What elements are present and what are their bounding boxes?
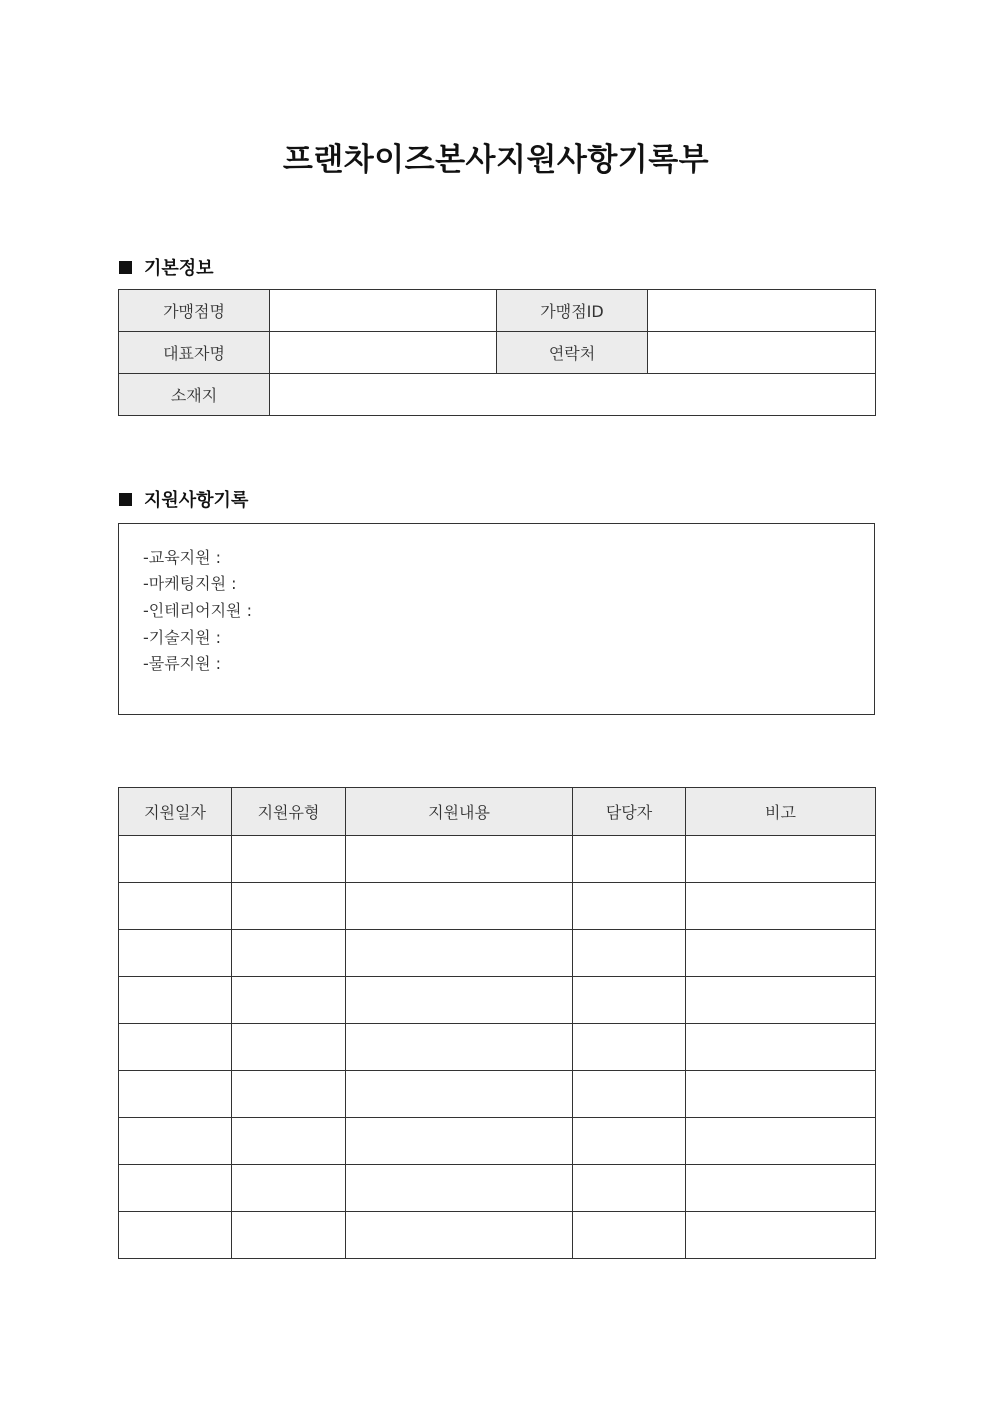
- basic-info-heading-text: 기본정보: [144, 258, 214, 279]
- franchise-name-label: 가맹점명: [119, 290, 270, 332]
- header-remarks: 비고: [686, 788, 876, 836]
- table-row: [119, 374, 876, 416]
- manager-cell[interactable]: [573, 1118, 686, 1165]
- square-bullet-icon: [119, 261, 132, 274]
- support-content-cell[interactable]: [346, 930, 573, 977]
- support-date-cell[interactable]: [119, 1024, 232, 1071]
- table-row: [119, 1165, 876, 1212]
- support-record-heading-text: 지원사항기록: [144, 490, 249, 511]
- support-date-cell[interactable]: [119, 1165, 232, 1212]
- remarks-cell[interactable]: [686, 883, 876, 930]
- franchise-id-field[interactable]: [648, 290, 876, 332]
- remarks-cell[interactable]: [686, 977, 876, 1024]
- logistics-support-line: -물류지원 :: [143, 654, 222, 673]
- manager-cell[interactable]: [573, 930, 686, 977]
- support-date-cell[interactable]: [119, 930, 232, 977]
- manager-cell[interactable]: [573, 1024, 686, 1071]
- table-row: [119, 883, 876, 930]
- record-table-body: [119, 836, 876, 1259]
- remarks-cell[interactable]: [686, 1024, 876, 1071]
- support-date-cell[interactable]: [119, 1071, 232, 1118]
- support-type-cell[interactable]: [232, 1024, 346, 1071]
- support-date-cell[interactable]: [119, 977, 232, 1024]
- table-row: [119, 1024, 876, 1071]
- table-header-row: [119, 788, 876, 836]
- representative-field[interactable]: [270, 332, 497, 374]
- table-row: [119, 290, 876, 332]
- remarks-cell[interactable]: [686, 1212, 876, 1259]
- franchise-id-label: 가맹점ID: [497, 290, 648, 332]
- contact-field[interactable]: [648, 332, 876, 374]
- support-notes-box[interactable]: [118, 523, 875, 715]
- support-record-table: [118, 787, 876, 1259]
- technical-support-line: -기술지원 :: [143, 628, 222, 647]
- education-support-line: -교육지원 :: [143, 548, 222, 567]
- manager-cell[interactable]: [573, 1165, 686, 1212]
- contact-label: 연락처: [497, 332, 648, 374]
- page-title: 프랜차이즈본사지원사항기록부: [282, 142, 710, 178]
- support-content-cell[interactable]: [346, 1024, 573, 1071]
- manager-cell[interactable]: [573, 836, 686, 883]
- representative-label: 대표자명: [119, 332, 270, 374]
- support-type-cell[interactable]: [232, 977, 346, 1024]
- support-content-cell[interactable]: [346, 1165, 573, 1212]
- remarks-cell[interactable]: [686, 930, 876, 977]
- table-row: [119, 1212, 876, 1259]
- table-row: [119, 332, 876, 374]
- basic-info-heading: [119, 254, 214, 280]
- support-content-cell[interactable]: [346, 1071, 573, 1118]
- remarks-cell[interactable]: [686, 1071, 876, 1118]
- support-type-cell[interactable]: [232, 883, 346, 930]
- support-type-cell[interactable]: [232, 1118, 346, 1165]
- header-support-date: 지원일자: [119, 788, 232, 836]
- support-type-cell[interactable]: [232, 1165, 346, 1212]
- support-date-cell[interactable]: [119, 1118, 232, 1165]
- address-field[interactable]: [270, 374, 876, 416]
- table-row: [119, 930, 876, 977]
- header-manager: 담당자: [573, 788, 686, 836]
- marketing-support-line: -마케팅지원 :: [143, 574, 237, 593]
- basic-info-table: [118, 289, 876, 416]
- franchise-name-field[interactable]: [270, 290, 497, 332]
- manager-cell[interactable]: [573, 1071, 686, 1118]
- support-content-cell[interactable]: [346, 1212, 573, 1259]
- table-row: [119, 1071, 876, 1118]
- header-support-content: 지원내용: [346, 788, 573, 836]
- support-type-cell[interactable]: [232, 1071, 346, 1118]
- table-row: [119, 1118, 876, 1165]
- support-content-cell[interactable]: [346, 977, 573, 1024]
- remarks-cell[interactable]: [686, 1165, 876, 1212]
- remarks-cell[interactable]: [686, 836, 876, 883]
- support-content-cell[interactable]: [346, 883, 573, 930]
- support-content-cell[interactable]: [346, 836, 573, 883]
- support-date-cell[interactable]: [119, 836, 232, 883]
- support-content-cell[interactable]: [346, 1118, 573, 1165]
- support-date-cell[interactable]: [119, 883, 232, 930]
- table-row: [119, 836, 876, 883]
- address-label: 소재지: [119, 374, 270, 416]
- support-record-heading: [119, 486, 248, 512]
- manager-cell[interactable]: [573, 1212, 686, 1259]
- manager-cell[interactable]: [573, 977, 686, 1024]
- table-row: [119, 977, 876, 1024]
- remarks-cell[interactable]: [686, 1118, 876, 1165]
- square-bullet-icon: [119, 493, 132, 506]
- support-date-cell[interactable]: [119, 1212, 232, 1259]
- support-type-cell[interactable]: [232, 930, 346, 977]
- manager-cell[interactable]: [573, 883, 686, 930]
- support-type-cell[interactable]: [232, 1212, 346, 1259]
- support-type-cell[interactable]: [232, 836, 346, 883]
- header-support-type: 지원유형: [232, 788, 346, 836]
- interior-support-line: -인테리어지원 :: [143, 601, 252, 620]
